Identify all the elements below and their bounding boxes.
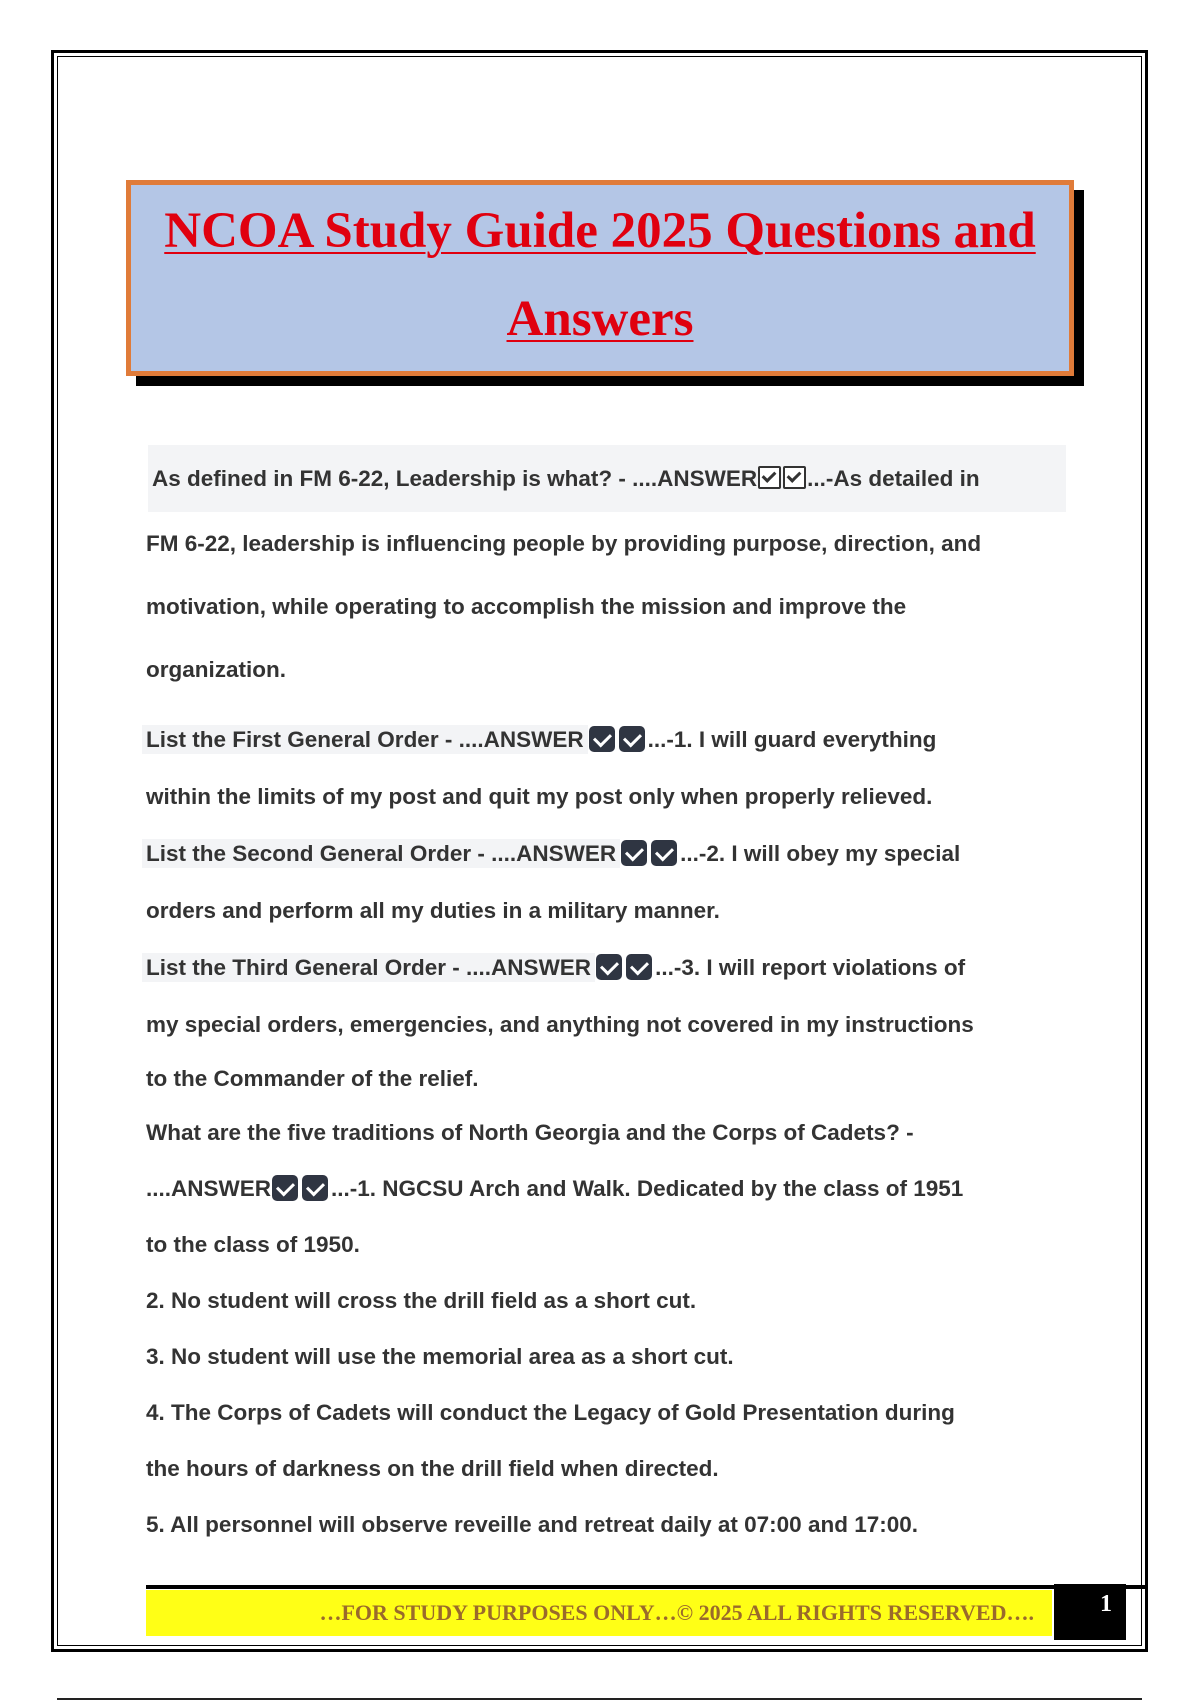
qa-line: List the Second General Order - ....ANSWER ...-2. I will obey my special <box>146 825 1066 882</box>
checkmark-icon <box>626 954 652 980</box>
answer-line: to the Commander of the relief. <box>146 1066 479 1091</box>
answer-line: FM 6-22, leadership is influencing people by providing purpose, direction, and <box>146 531 982 556</box>
answer-line: within the limits of my post and quit my post only when properly relieved. <box>146 784 933 809</box>
footer <box>146 1590 1146 1636</box>
document-body <box>146 455 1066 1553</box>
qa-item <box>146 939 1066 1105</box>
checkmark-icon <box>651 840 677 866</box>
question-text: As defined in FM 6-22, Leadership is what? - ....ANSWER <box>152 466 758 491</box>
title-line-2: Answers <box>506 291 694 347</box>
qa-line: List the Third General Order - ....ANSWER ...-3. I will report violations of <box>146 939 1066 996</box>
qa-item <box>146 711 1066 825</box>
question-text: List the Third General Order - ....ANSWER <box>142 953 595 982</box>
footer-rule <box>146 1585 1146 1589</box>
answer-text: 2. I will obey my special <box>706 841 961 866</box>
checkbox-icon <box>783 466 806 489</box>
answer-line: 4. The Corps of Cadets will conduct the Legacy of Gold Presentation during <box>146 1400 955 1425</box>
qa-item <box>146 1105 1066 1553</box>
checkmark-icon <box>619 726 645 752</box>
qa-line: ....ANSWER ...-1. NGCSU Arch and Walk. Dedicated by the class of 1951 <box>146 1176 964 1201</box>
page-number: 1 <box>1054 1584 1126 1640</box>
checkmark-icon <box>589 726 615 752</box>
footer-text: …FOR STUDY PURPOSES ONLY…© 2025 ALL RIGHTS RESERVED…. <box>146 1590 1052 1636</box>
question-text-cont: ....ANSWER <box>146 1176 272 1201</box>
checkmark-icon <box>621 840 647 866</box>
checkbox-icon <box>758 466 781 489</box>
answer-text: As detailed in <box>833 466 980 491</box>
answer-line: organization. <box>146 657 286 682</box>
question-text: What are the five traditions of North Georgia and the Corps of Cadets? - <box>146 1120 914 1145</box>
answer-line: the hours of darkness on the drill field when directed. <box>146 1456 719 1481</box>
question-text: List the Second General Order - ....ANSWER <box>142 839 620 868</box>
answer-line: orders and perform all my duties in a military manner. <box>146 898 720 923</box>
qa-item <box>146 445 1066 701</box>
checkmark-icon <box>272 1175 298 1201</box>
qa-line: List the First General Order - ....ANSWER ...-1. I will guard everything <box>146 711 1066 768</box>
checkmark-icon <box>596 954 622 980</box>
answer-line: motivation, while operating to accomplish the mission and improve the <box>146 594 907 619</box>
answer-text: 1. NGCSU Arch and Walk. Dedicated by the class of 1951 <box>357 1176 964 1201</box>
answer-text: 3. I will report violations of <box>681 955 966 980</box>
answer-line: 3. No student will use the memorial area as a short cut. <box>146 1344 734 1369</box>
question-text: List the First General Order - ....ANSWER <box>142 725 588 754</box>
title-line-1: NCOA Study Guide 2025 Questions and <box>164 203 1036 259</box>
qa-item <box>146 825 1066 939</box>
checkmark-icon <box>302 1175 328 1201</box>
answer-line: 2. No student will cross the drill field as a short cut. <box>146 1288 697 1313</box>
qa-line: As defined in FM 6-22, Leadership is what? - ....ANSWER ...-As detailed in <box>148 445 1066 512</box>
answer-line: 5. All personnel will observe reveille and retreat daily at 07:00 and 17:00. <box>146 1512 918 1537</box>
answer-line: to the class of 1950. <box>146 1232 360 1257</box>
answer-line: my special orders, emergencies, and anything not covered in my instructions <box>146 1012 974 1037</box>
title-box <box>126 180 1074 376</box>
answer-text: 1. I will guard everything <box>673 727 937 752</box>
